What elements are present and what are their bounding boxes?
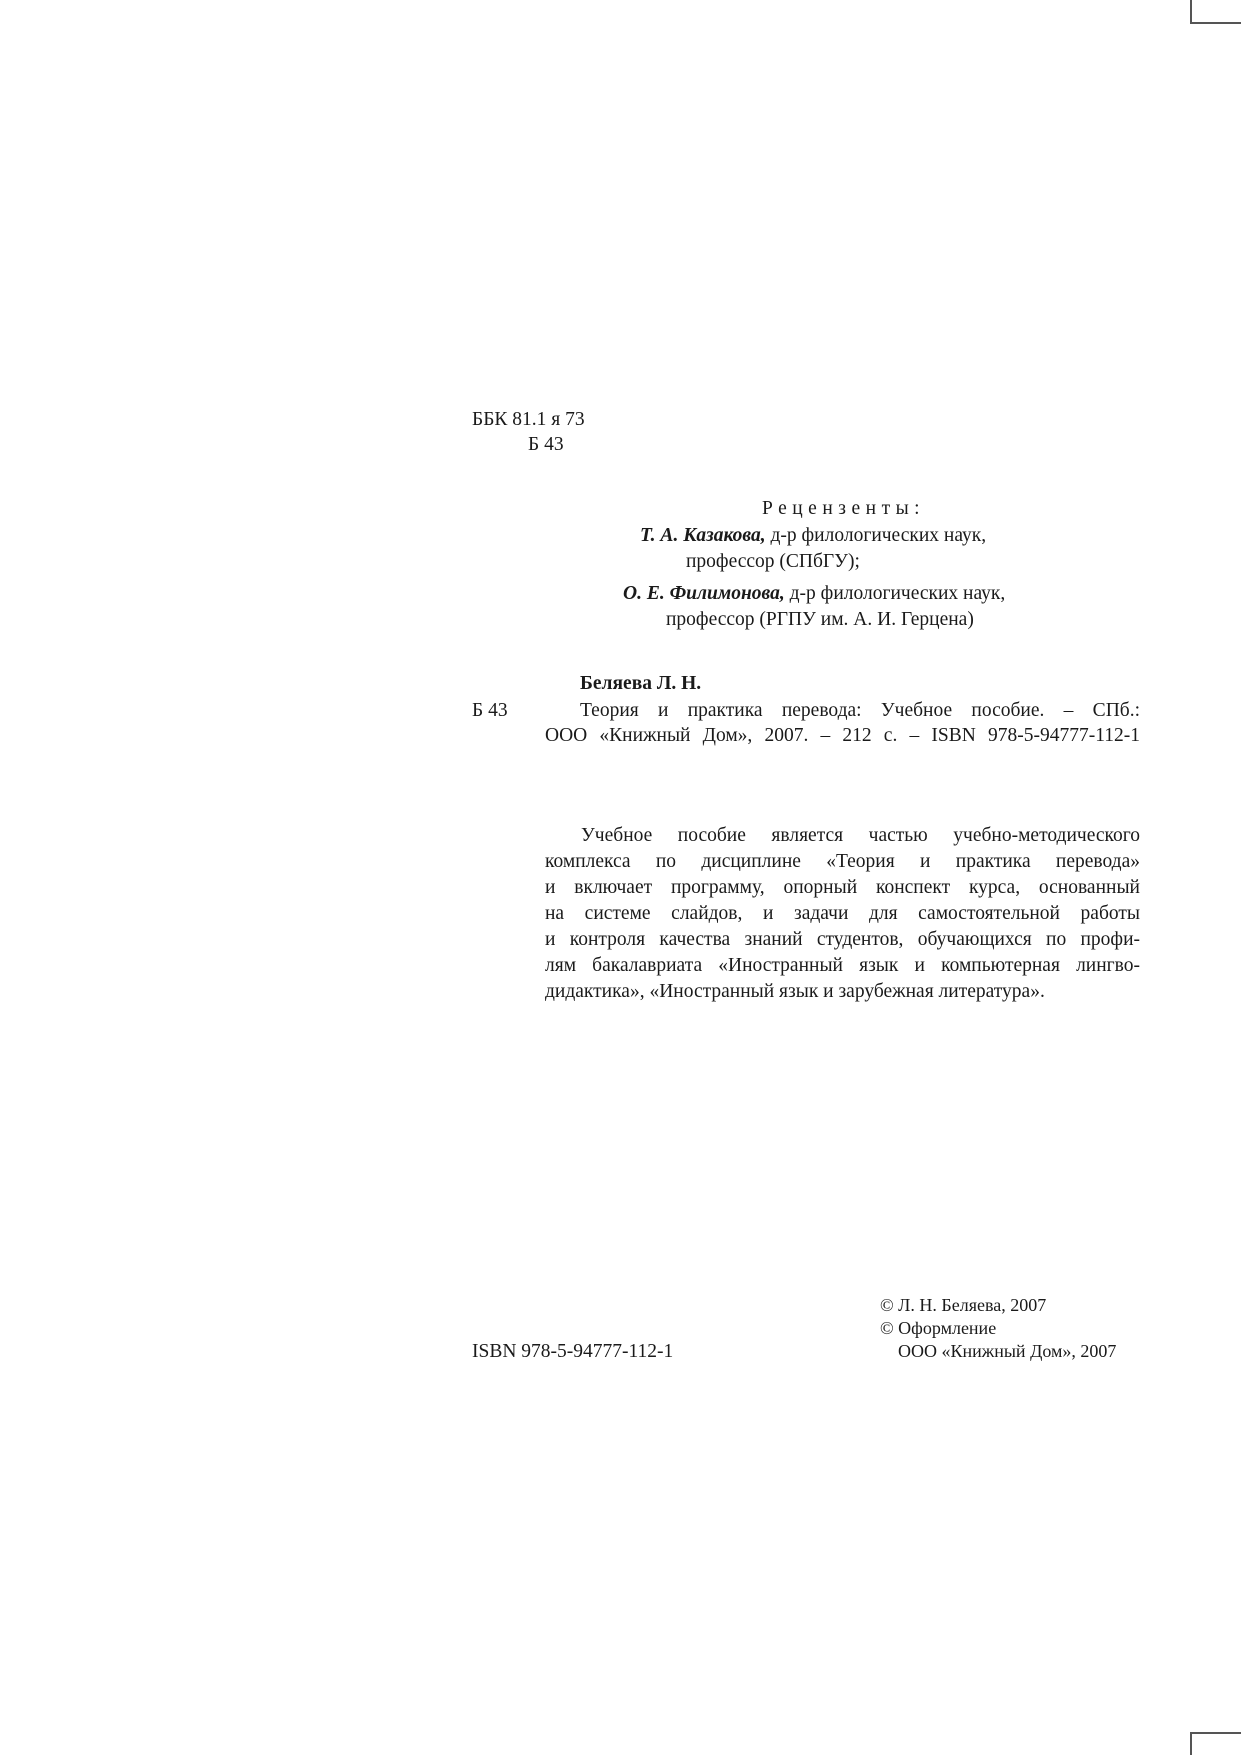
bbk-author-mark: Б 43 (528, 434, 564, 455)
reviewer-2 (623, 580, 1005, 607)
catalog-mark: Б 43 (472, 700, 508, 721)
bbk-code: ББК 81.1 я 73 (472, 409, 585, 430)
catalog-line-1: Теория и практика перевода: Учебное пособие. – СПб.: (580, 700, 1140, 721)
annotation-line: и включает программу, опорный конспект курса, основанный (545, 877, 1140, 898)
catalog-line-2: ООО «Книжный Дом», 2007. – 212 с. – ISBN 978-5-94777-112-1 (545, 725, 1140, 746)
reviewer-1-position: профессор (СПбГУ); (686, 551, 860, 572)
annotation-line: и контроля качества знаний студентов, обучающихся по профи- (545, 929, 1140, 950)
crop-mark-bottom-horizontal (1190, 1732, 1241, 1734)
reviewer-1-name: Т. А. Казакова, (640, 525, 766, 546)
reviewer-2-name: О. Е. Филимонова, (623, 583, 785, 604)
annotation-line: Учебное пособие является частью учебно-методического (581, 825, 1140, 846)
copyright-author: © Л. Н. Беляева, 2007 (880, 1295, 1047, 1315)
reviewer-2-degree: д-р филологических наук, (784, 583, 1006, 604)
crop-mark-bottom-vertical (1190, 1732, 1192, 1755)
annotation-line: дидактика», «Иностранный язык и зарубежная литература». (545, 981, 1045, 1002)
annotation-line: лям бакалавриата «Иностранный язык и компьютерная лингво- (545, 955, 1140, 976)
crop-mark-top-horizontal (1190, 22, 1241, 24)
isbn: ISBN 978-5-94777-112-1 (472, 1341, 674, 1362)
reviewer-1 (640, 522, 986, 549)
copyright-publisher: ООО «Книжный Дом», 2007 (898, 1341, 1117, 1361)
annotation-line: комплекса по дисциплине «Теория и практика перевода» (545, 851, 1140, 872)
reviewer-2-position: профессор (РГПУ им. А. И. Герцена) (666, 609, 974, 630)
crop-mark-top-vertical (1190, 0, 1192, 24)
annotation (545, 823, 1140, 1005)
reviewers-heading: Рецензенты: (762, 498, 926, 519)
copyright-design: © Оформление (880, 1318, 997, 1338)
catalog-author: Беляева Л. Н. (580, 673, 702, 694)
annotation-line: на системе слайдов, и задачи для самостоятельной работы (545, 903, 1140, 924)
reviewer-1-degree: д-р филологических наук, (765, 525, 987, 546)
